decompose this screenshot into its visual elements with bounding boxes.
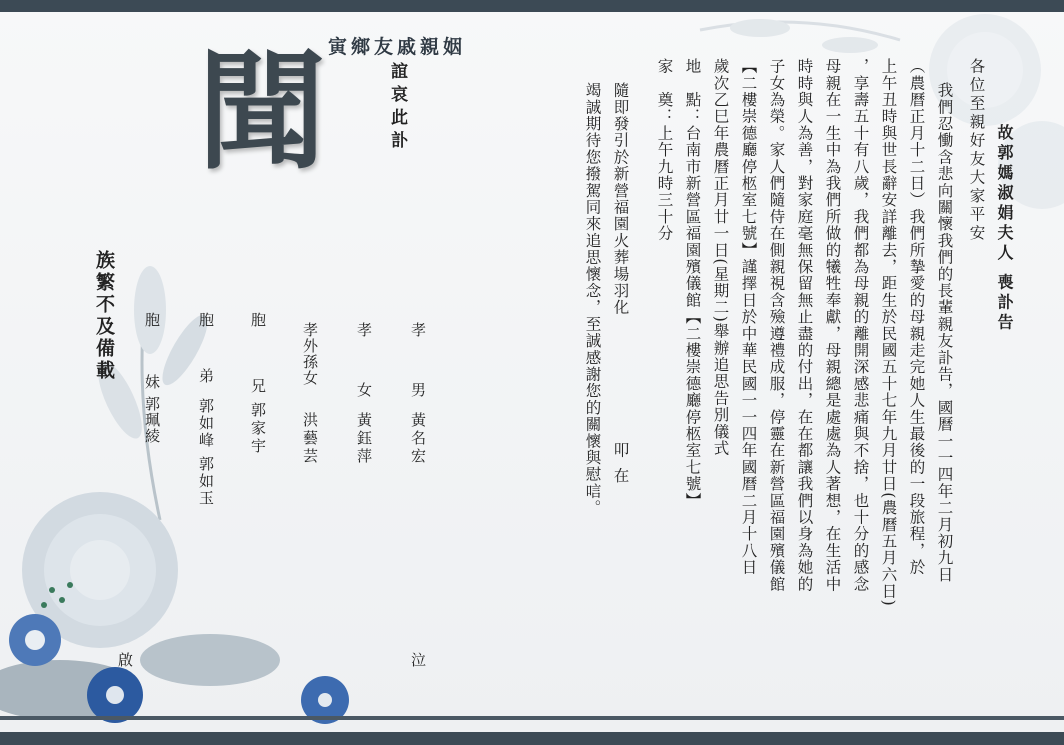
wen-character: 聞 — [198, 37, 327, 187]
son-role: 孝 — [409, 322, 427, 340]
notice-greeting: 各位至親好友大家平安 — [967, 58, 986, 243]
service-time: 家 奠：上午九時三十分 — [655, 58, 674, 242]
body-line-2: （農曆正月十二日）我們所摯愛的母親走完她人生最後的一段旅程，於 — [907, 58, 926, 576]
sibling2-relation: 弟 — [197, 368, 215, 386]
body-line-9: 歲次乙巳年農曆正月廿一日(星期二)舉辦追思告別儀式 — [711, 58, 730, 457]
cremation-note: 隨即發引於新營福園火葬場羽化 — [611, 82, 630, 316]
daughter-relation: 女 — [355, 382, 373, 400]
sibling2-names: 郭如峰 郭如玉 — [197, 398, 215, 507]
bottom-thin-band — [0, 716, 1064, 720]
body-line-4: ，享壽五十有八歲，我們都為母親的離開深感悲痛與不捨，也十分的感念 — [851, 58, 870, 593]
stamp-character: 啟 — [116, 652, 134, 670]
closing-line: 竭誠期待您撥駕同來追思懷念，至誠感謝您的關懷與慰唁。 — [583, 82, 602, 517]
sign-off: 叩在 — [611, 442, 630, 493]
daughter-name: 黃鈺萍 — [355, 412, 373, 466]
sibling1-role: 胞 — [249, 312, 267, 330]
body-line-1: 我們忍慟含悲向關懷我們的長輩親友訃告，國曆一一四年二月初九日 — [935, 82, 954, 583]
grandchild-name: 洪藝芸 — [301, 412, 319, 466]
extended-family-note: 族繁不及備載 — [93, 250, 115, 382]
son-relation: 男 — [409, 382, 427, 400]
body-line-6: 時時與人為善，對家庭毫無保留無止盡的付出，在在都讓我們以身為她的 — [795, 58, 814, 593]
sibling3-relation: 妹 — [143, 374, 161, 392]
body-line-7: 子女為榮。家人們隨侍在側親視含殮遵禮成服，停靈在新營區福園殯儀館 — [767, 58, 786, 593]
body-line-8: 【二樓崇德廳停柩室七號】謹擇日於中華民國一一四年國曆二月十八日 — [739, 58, 758, 576]
sibling2-role: 胞 — [197, 312, 215, 330]
daughter-role: 孝 — [355, 322, 373, 340]
weep-character: 泣 — [409, 652, 427, 670]
service-location: 地 點：台南市新營區福園殯儀館【二樓崇德廳停柩室七號】 — [683, 58, 702, 509]
body-line-3: 上午丑時與世長辭安詳離去，距生於民國五十七年九月廿日(農曆五月六日) — [879, 58, 898, 607]
son-name: 黃名宏 — [409, 412, 427, 466]
sibling3-name: 郭珮綾 — [143, 396, 161, 444]
relations-title: 寅鄉友戚親姻 — [328, 36, 467, 58]
grandchild-role: 孝外孫女 — [301, 322, 319, 386]
sibling1-name: 郭家宇 — [249, 402, 267, 456]
sibling1-relation: 兄 — [249, 378, 267, 396]
notice-heading: 故郭媽淑娟夫人 喪訃告 — [995, 124, 1014, 334]
body-line-5: 母親在一生中為我們所做的犧牲奉獻，母親總是處處為人著想，在生活中 — [823, 58, 842, 593]
sibling3-role: 胞 — [143, 312, 161, 330]
condolence-text: 誼哀此訃 — [387, 62, 407, 154]
bottom-border-band — [0, 732, 1064, 745]
